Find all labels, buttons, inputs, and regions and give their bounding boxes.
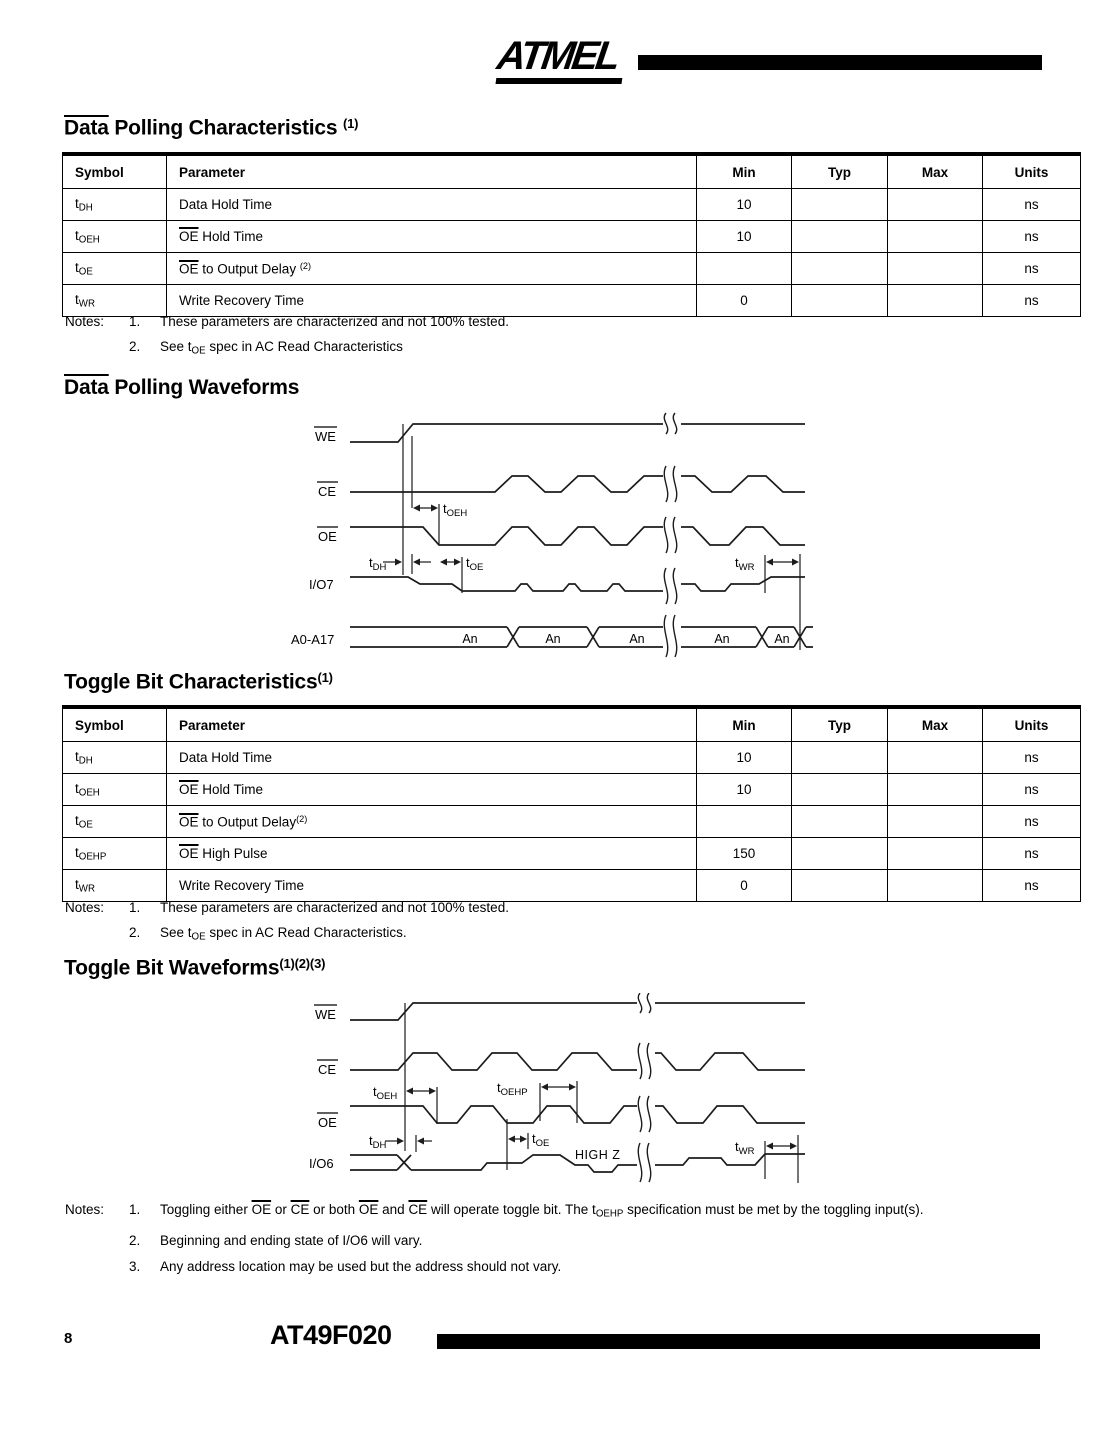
column-header-units: Units — [983, 154, 1081, 189]
note-text — [160, 895, 509, 920]
text-segment: or — [271, 1202, 291, 1217]
text-segment: WR — [78, 298, 95, 310]
text-segment: $\overline{OE}$ — [358, 1202, 379, 1217]
tdh-arrowhead-left — [397, 1138, 404, 1145]
note-text — [160, 1200, 965, 1225]
cell-symbol — [63, 221, 167, 253]
table-row — [63, 253, 1081, 285]
text-segment: Toggling either — [160, 1202, 252, 1217]
text-segment: t — [75, 780, 79, 796]
cell-units: ns — [983, 870, 1081, 902]
text-segment: (1)(2)(3) — [279, 956, 326, 971]
note-item — [65, 1257, 1040, 1277]
cell-typ — [792, 774, 888, 806]
toggle-bit-notes — [65, 895, 509, 950]
cell-max — [888, 838, 983, 870]
oe-waveform — [350, 527, 805, 545]
footer-rule-bar — [437, 1334, 1040, 1349]
cell-units: ns — [983, 221, 1081, 253]
atmel-logo-underline — [495, 78, 622, 84]
cell-symbol — [63, 838, 167, 870]
cell-units: ns — [983, 838, 1081, 870]
text-segment: and — [378, 1202, 409, 1217]
text-segment: $\overline{OE}$ — [251, 1202, 272, 1217]
cell-max — [888, 806, 983, 838]
tdh-arrowhead-right — [417, 1138, 424, 1145]
address-signal-label: A0-A17 — [291, 632, 335, 647]
notes-label: Notes: — [65, 314, 105, 329]
cell-symbol — [63, 774, 167, 806]
text-segment: OE — [191, 345, 206, 357]
twr-arrowhead-right — [790, 1143, 797, 1150]
text-segment: WR — [78, 883, 95, 895]
cell-parameter — [167, 774, 697, 806]
header-rule-bar — [638, 55, 1042, 70]
note-number: 2. — [129, 339, 141, 354]
note-item — [65, 1200, 1040, 1225]
twr-label: $t_{WR}$ — [735, 1139, 755, 1157]
text-segment: or both — [309, 1202, 359, 1217]
note-number: 1. — [129, 314, 141, 329]
cell-units: ns — [983, 806, 1081, 838]
we-signal-label: WE — [315, 429, 336, 444]
text-segment: t — [75, 876, 79, 892]
we-waveform — [350, 1003, 805, 1020]
ce-signal-label: CE — [318, 1062, 337, 1077]
cell-min: 0 — [697, 285, 792, 317]
high-z-label: HIGH Z — [575, 1148, 621, 1162]
toe-arrowhead-right — [520, 1136, 527, 1143]
heading-data-polling-characteristics — [64, 116, 358, 141]
cell-typ — [792, 221, 888, 253]
cell-max — [888, 742, 983, 774]
atmel-logo-text: ATMEL — [494, 34, 621, 78]
toe-arrowhead-left — [508, 1136, 515, 1143]
cell-symbol — [63, 806, 167, 838]
text-segment: $\overline{OE}$ — [179, 814, 199, 830]
column-header-typ: Typ — [792, 154, 888, 189]
note-item — [65, 895, 509, 920]
table-header-row — [63, 154, 1081, 189]
text-segment: t — [75, 195, 79, 211]
toe-label: $t_{OE}$ — [532, 1131, 550, 1149]
text-segment: OE — [78, 819, 93, 831]
text-segment: (2) — [299, 260, 312, 271]
text-segment: High Pulse — [198, 846, 268, 861]
page-number: 8 — [64, 1330, 73, 1347]
cell-symbol — [63, 189, 167, 221]
heading-toggle-bit-characteristics — [64, 670, 333, 695]
text-segment: Polling Waveforms — [108, 376, 300, 399]
tdh-label: $t_{DH}$ — [369, 555, 387, 573]
toggle-bit-waveform-notes — [65, 1200, 1040, 1283]
note-number: 1. — [129, 1202, 141, 1217]
cell-max — [888, 774, 983, 806]
footer-part-number: AT49F020 — [270, 1320, 392, 1350]
cell-typ — [792, 285, 888, 317]
text-segment: Write Recovery Time — [179, 293, 305, 308]
cell-units: ns — [983, 253, 1081, 285]
note-item — [65, 1231, 1040, 1251]
oe-signal-label: OE — [318, 1115, 337, 1130]
bus-value-label: An — [714, 632, 730, 646]
text-segment: OEHP — [78, 851, 107, 863]
cell-parameter — [167, 806, 697, 838]
ce-signal-label: CE — [318, 484, 337, 499]
io6-signal-label: I/O6 — [309, 1156, 334, 1171]
bus-value-label: An — [545, 632, 561, 646]
toe-label: $t_{OE}$ — [466, 555, 484, 573]
twr-label: $t_{WR}$ — [735, 555, 755, 573]
cell-units: ns — [983, 189, 1081, 221]
cell-min: 10 — [697, 189, 792, 221]
toe-arrowhead-right — [454, 559, 461, 566]
text-segment: to Output Delay — [198, 814, 297, 830]
cell-units: ns — [983, 742, 1081, 774]
column-header-typ: Typ — [792, 707, 888, 742]
io6-bus-left — [350, 1155, 411, 1170]
note-text — [160, 1231, 965, 1251]
text-segment: specification must be met by the toggling input(s). — [623, 1202, 924, 1217]
column-header-max: Max — [888, 154, 983, 189]
column-header-parameter: Parameter — [167, 707, 697, 742]
note-text — [160, 309, 509, 334]
toggle-bit-characteristics-table — [62, 705, 1081, 902]
text-segment: t — [75, 844, 79, 860]
we-waveform — [350, 424, 805, 442]
cell-min: 10 — [697, 742, 792, 774]
cell-parameter — [167, 838, 697, 870]
text-segment: to Output Delay — [198, 261, 300, 277]
notes-label — [65, 1231, 129, 1251]
cell-units: ns — [983, 774, 1081, 806]
oe-signal-label: OE — [318, 529, 337, 544]
text-segment: t — [75, 227, 79, 243]
text-segment: t — [75, 748, 79, 764]
cell-parameter — [167, 221, 697, 253]
cell-parameter — [167, 189, 697, 221]
cell-typ — [792, 742, 888, 774]
text-segment: spec in AC Read Characteristics. — [205, 925, 407, 940]
column-header-min: Min — [697, 154, 792, 189]
notes-label — [65, 1257, 129, 1277]
text-segment: spec in AC Read Characteristics — [205, 339, 403, 354]
tdh-arrowhead-left — [395, 559, 402, 566]
text-segment: Hold Time — [198, 782, 264, 797]
text-segment: Any address location may be used but the address should not vary. — [160, 1258, 562, 1274]
cell-min: 10 — [697, 774, 792, 806]
toehp-arrowhead-right — [569, 1084, 576, 1091]
text-segment: $\overline{OE}$ — [179, 229, 199, 244]
note-text — [160, 920, 407, 950]
ce-waveform — [350, 476, 805, 492]
tdh-arrowhead-right — [413, 559, 420, 566]
cell-max — [888, 189, 983, 221]
note-number: 2. — [129, 925, 141, 940]
toeh-arrowhead-right — [431, 505, 438, 512]
toe-arrowhead-left — [440, 559, 447, 566]
text-segment: OEHP — [595, 1208, 624, 1220]
io7-signal-label: I/O7 — [309, 577, 334, 592]
text-segment: Write Recovery Time — [179, 878, 305, 893]
break-marks — [664, 413, 676, 657]
text-segment: Beginning and ending state of I/O6 will vary. — [160, 1232, 423, 1248]
text-segment: OEH — [78, 787, 100, 799]
text-segment: See t — [160, 339, 192, 354]
note-text — [160, 334, 403, 364]
atmel-logo — [494, 34, 637, 98]
atmel-logo-mark — [493, 34, 628, 84]
toehp-label: $t_{OEHP}$ — [497, 1080, 528, 1098]
note-item — [65, 309, 509, 334]
toeh-arrowhead-right — [429, 1088, 436, 1095]
cell-parameter — [167, 742, 697, 774]
toeh-label: $t_{OEH}$ — [373, 1084, 398, 1102]
note-number: 3. — [129, 1258, 141, 1274]
bus-value-label: An — [629, 632, 645, 646]
text-segment: t — [75, 812, 79, 828]
data-polling-characteristics-table — [62, 152, 1081, 317]
cell-max — [888, 870, 983, 902]
text-segment: Polling Characteristics — [108, 116, 343, 140]
text-segment: $\overline{CE}$ — [408, 1202, 428, 1217]
heading-toggle-bit-waveforms — [64, 956, 325, 981]
text-segment: DH — [78, 755, 93, 767]
cell-min — [697, 253, 792, 285]
cell-max — [888, 253, 983, 285]
toeh-arrowhead-left — [406, 1088, 413, 1095]
cell-typ — [792, 806, 888, 838]
text-segment: OE — [191, 931, 206, 943]
text-segment: DH — [78, 202, 93, 214]
heading-data-polling-waveforms — [64, 376, 299, 400]
text-segment: $\overline{OE}$ — [179, 846, 199, 861]
text-segment: (1) — [317, 670, 333, 685]
column-header-units: Units — [983, 707, 1081, 742]
cell-min: 150 — [697, 838, 792, 870]
text-segment: $\overline{OE}$ — [179, 782, 199, 797]
cell-typ — [792, 870, 888, 902]
note-item — [65, 920, 509, 950]
break-marks — [638, 993, 650, 1182]
table-row — [63, 189, 1081, 221]
text-segment: Data Hold Time — [179, 197, 273, 212]
text-segment: t — [75, 291, 79, 307]
cell-max — [888, 221, 983, 253]
table-row — [63, 774, 1081, 806]
cell-parameter — [167, 253, 697, 285]
column-header-symbol: Symbol — [63, 154, 167, 189]
text-segment: Data — [64, 376, 109, 399]
text-segment: These parameters are characterized and not 100% tested. — [160, 900, 509, 915]
note-number: 2. — [129, 1232, 141, 1248]
text-segment: See t — [160, 925, 192, 940]
twr-arrowhead-left — [766, 559, 773, 566]
we-signal-label: WE — [315, 1007, 336, 1022]
cell-typ — [792, 253, 888, 285]
text-segment: Toggle Bit Characteristics — [64, 670, 318, 694]
text-segment: Data — [64, 116, 109, 140]
cell-units: ns — [983, 285, 1081, 317]
text-segment: Hold Time — [198, 229, 264, 244]
data-polling-notes — [65, 309, 509, 364]
text-segment: These parameters are characterized and not 100% tested. — [160, 314, 509, 329]
text-segment: will operate toggle bit. The t — [427, 1202, 596, 1217]
note-number: 1. — [129, 900, 141, 915]
notes-label — [65, 334, 129, 364]
notes-label — [65, 920, 129, 950]
toeh-arrowhead-left — [413, 505, 420, 512]
cell-typ — [792, 838, 888, 870]
cell-symbol — [63, 253, 167, 285]
text-segment: OE — [78, 266, 93, 278]
table-row — [63, 838, 1081, 870]
text-segment: (1) — [342, 116, 359, 131]
notes-label: Notes: — [65, 1202, 105, 1217]
column-header-max: Max — [888, 707, 983, 742]
table-header-row — [63, 707, 1081, 742]
timing-guide-lines — [403, 424, 800, 650]
cell-min: 10 — [697, 221, 792, 253]
cell-typ — [792, 189, 888, 221]
text-segment: (2) — [296, 813, 308, 824]
text-segment: Data Hold Time — [179, 750, 273, 765]
cell-symbol — [63, 742, 167, 774]
note-item — [65, 334, 509, 364]
twr-arrowhead-right — [792, 559, 799, 566]
toehp-arrowhead-left — [541, 1084, 548, 1091]
io7-waveform — [350, 577, 805, 591]
column-header-min: Min — [697, 707, 792, 742]
toeh-label: $t_{OEH}$ — [443, 501, 468, 519]
text-segment: t — [75, 259, 79, 275]
cell-min — [697, 806, 792, 838]
ce-waveform — [350, 1053, 805, 1070]
text-segment: $\overline{OE}$ — [179, 261, 199, 277]
table-row — [63, 221, 1081, 253]
cell-min: 0 — [697, 870, 792, 902]
twr-arrowhead-left — [766, 1143, 773, 1150]
table-row — [63, 806, 1081, 838]
bus-value-label: An — [774, 632, 790, 646]
notes-label: Notes: — [65, 900, 105, 915]
text-segment: Toggle Bit Waveforms — [64, 956, 280, 980]
table-row — [63, 742, 1081, 774]
note-text — [160, 1257, 965, 1277]
tdh-label: $t_{DH}$ — [369, 1133, 387, 1151]
column-header-parameter: Parameter — [167, 154, 697, 189]
text-segment: OEH — [78, 234, 100, 246]
toggle-bit-waveform-diagram — [285, 993, 815, 1191]
text-segment: $\overline{CE}$ — [290, 1202, 310, 1217]
bus-value-label: An — [462, 632, 478, 646]
column-header-symbol: Symbol — [63, 707, 167, 742]
data-polling-waveform-diagram — [285, 412, 815, 662]
cell-max — [888, 285, 983, 317]
